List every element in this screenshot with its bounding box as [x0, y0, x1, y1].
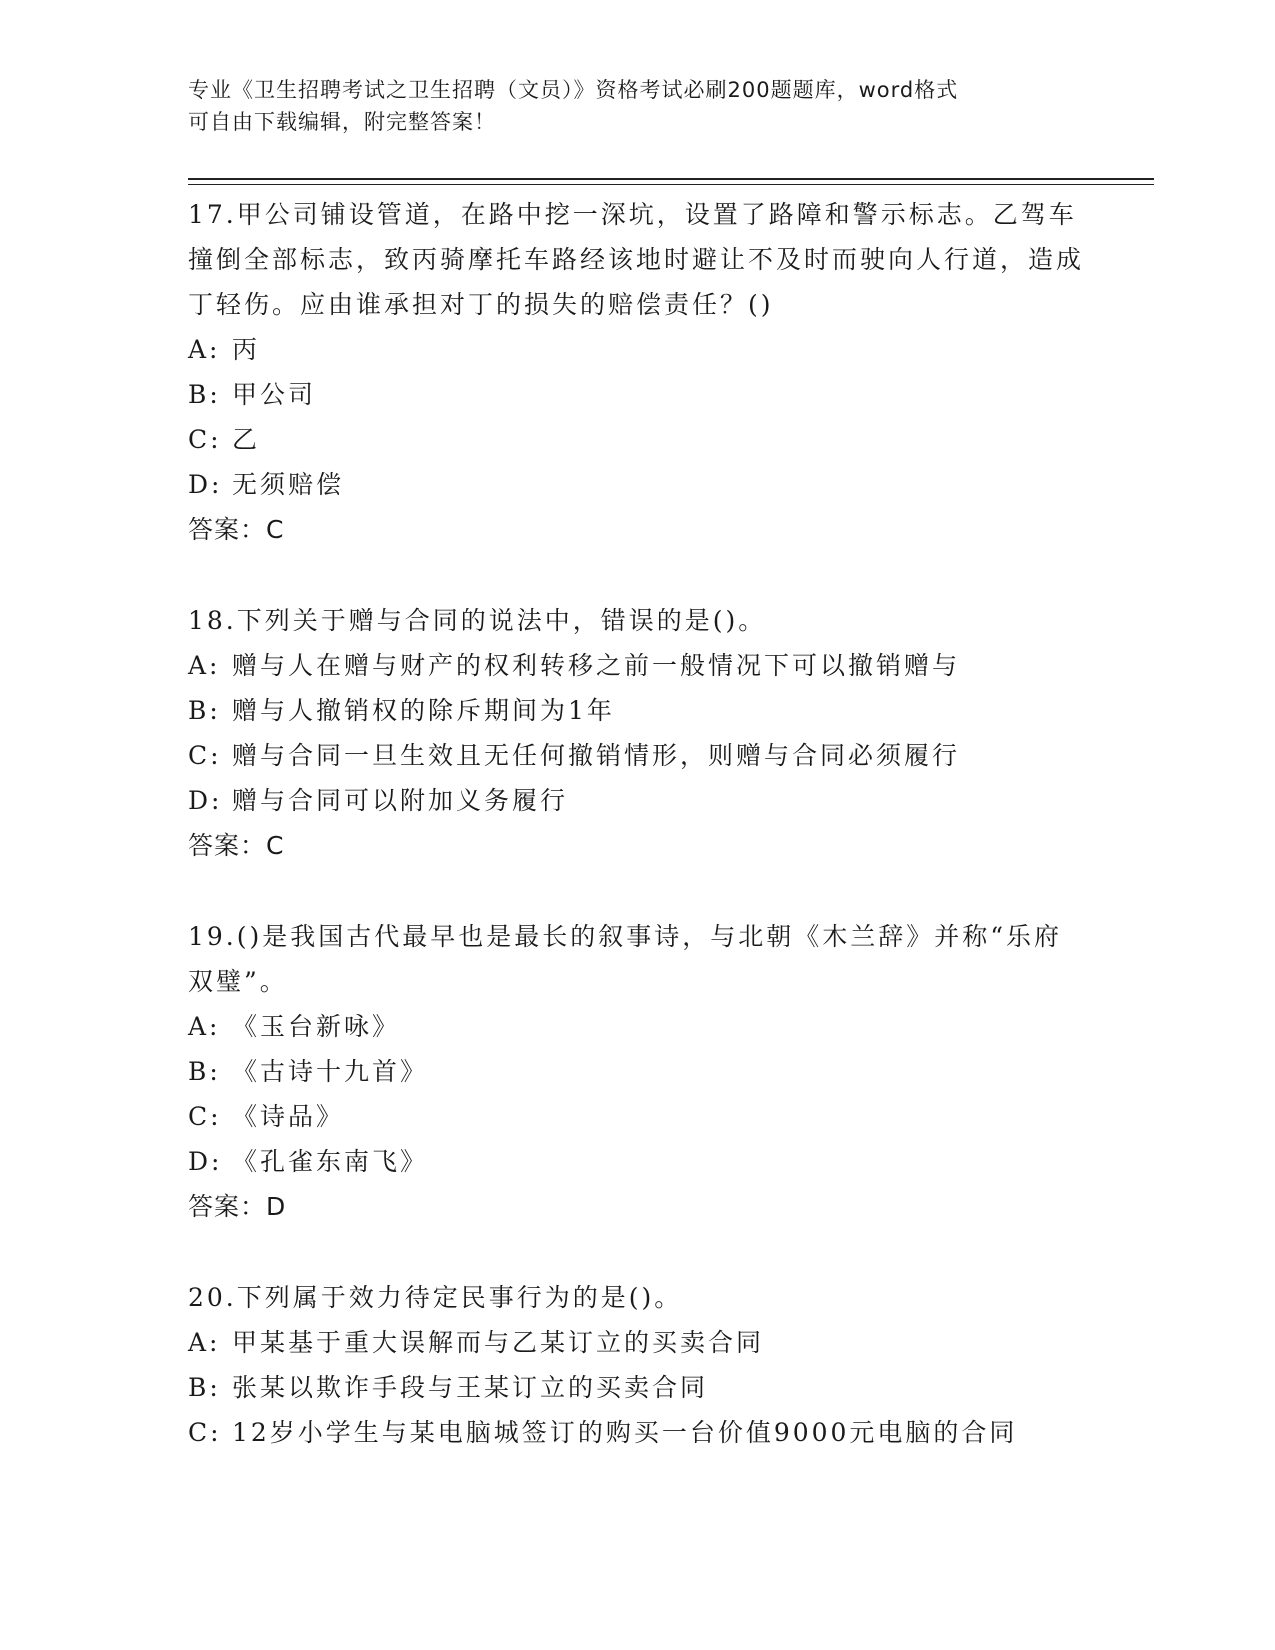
question-18 — [188, 598, 1088, 868]
option-text: 无须赔偿 — [232, 470, 345, 499]
answer-line: 答案：C — [188, 515, 285, 544]
answer-line: 答案：D — [188, 1192, 287, 1221]
option-letter: C: — [188, 1102, 222, 1131]
question-text: 18.下列关于赠与合同的说法中，错误的是()。 — [188, 606, 767, 635]
option-text: 甲某基于重大误解而与乙某订立的买卖合同 — [232, 1328, 765, 1357]
question-20 — [188, 1275, 1088, 1455]
option-letter: A: — [188, 1012, 221, 1041]
option-text: 12岁小学生与某电脑城签订的购买一台价值9000元电脑的合同 — [232, 1418, 1018, 1447]
answer-line: 答案：C — [188, 831, 285, 860]
option-text: 赠与人在赠与财产的权利转移之前一般情况下可以撤销赠与 — [232, 651, 961, 680]
header-line-2: 可自由下载编辑，附完整答案！ — [188, 110, 496, 134]
option-letter: A: — [188, 335, 221, 364]
option-a — [188, 1004, 1088, 1049]
option-b — [188, 688, 1088, 733]
option-b — [188, 372, 1088, 417]
option-a — [188, 643, 1088, 688]
option-letter: B: — [188, 1373, 221, 1402]
option-text: 丙 — [232, 335, 261, 364]
option-text: 张某以欺诈手段与王某订立的买卖合同 — [232, 1373, 709, 1402]
option-letter: D: — [188, 786, 223, 815]
option-text: 赠与人撤销权的除斥期间为1年 — [232, 696, 615, 725]
option-text: 甲公司 — [232, 380, 317, 409]
option-d — [188, 462, 1088, 507]
option-letter: B: — [188, 1057, 221, 1086]
option-letter: C: — [188, 425, 222, 454]
option-text: 赠与合同一旦生效且无任何撤销情形，则赠与合同必须履行 — [232, 741, 961, 770]
header-divider-thin — [188, 184, 1154, 185]
option-text: 《诗品》 — [232, 1102, 345, 1131]
question-17 — [188, 192, 1088, 552]
option-a — [188, 327, 1088, 372]
option-text: 乙 — [232, 425, 261, 454]
option-letter: A: — [188, 651, 221, 680]
question-text: 17.甲公司铺设管道，在路中挖一深坑，设置了路障和警示标志。乙驾车撞倒全部标志，致丙骑摩托车路经该地时避让不及时而驶向人行道，造成丁轻伤。应由谁承担对丁的损失的赔偿责任？() — [188, 200, 1085, 319]
option-a — [188, 1320, 1088, 1365]
document-header — [188, 74, 1088, 138]
option-b — [188, 1365, 1088, 1410]
option-c — [188, 733, 1088, 778]
option-b — [188, 1049, 1088, 1094]
option-d — [188, 778, 1088, 823]
question-text: 20.下列属于效力待定民事行为的是()。 — [188, 1283, 683, 1312]
option-text: 《古诗十九首》 — [232, 1057, 429, 1086]
option-c — [188, 417, 1088, 462]
option-letter: D: — [188, 1147, 223, 1176]
question-list — [188, 192, 1088, 1501]
option-text: 《孔雀东南飞》 — [232, 1147, 429, 1176]
option-c — [188, 1094, 1088, 1139]
option-letter: B: — [188, 380, 221, 409]
header-divider-thick — [188, 178, 1154, 180]
option-letter: C: — [188, 741, 222, 770]
question-text: 19.()是我国古代最早也是最长的叙事诗，与北朝《木兰辞》并称“乐府双璧”。 — [188, 922, 1063, 996]
option-text: 《玉台新咏》 — [232, 1012, 401, 1041]
option-letter: D: — [188, 470, 223, 499]
option-c — [188, 1410, 1088, 1455]
header-line-1: 专业《卫生招聘考试之卫生招聘（文员）》资格考试必刷200题题库，word格式 — [188, 78, 959, 102]
option-text: 赠与合同可以附加义务履行 — [232, 786, 569, 815]
question-19 — [188, 914, 1088, 1229]
option-letter: C: — [188, 1418, 222, 1447]
option-letter: B: — [188, 696, 221, 725]
option-letter: A: — [188, 1328, 221, 1357]
option-d — [188, 1139, 1088, 1184]
